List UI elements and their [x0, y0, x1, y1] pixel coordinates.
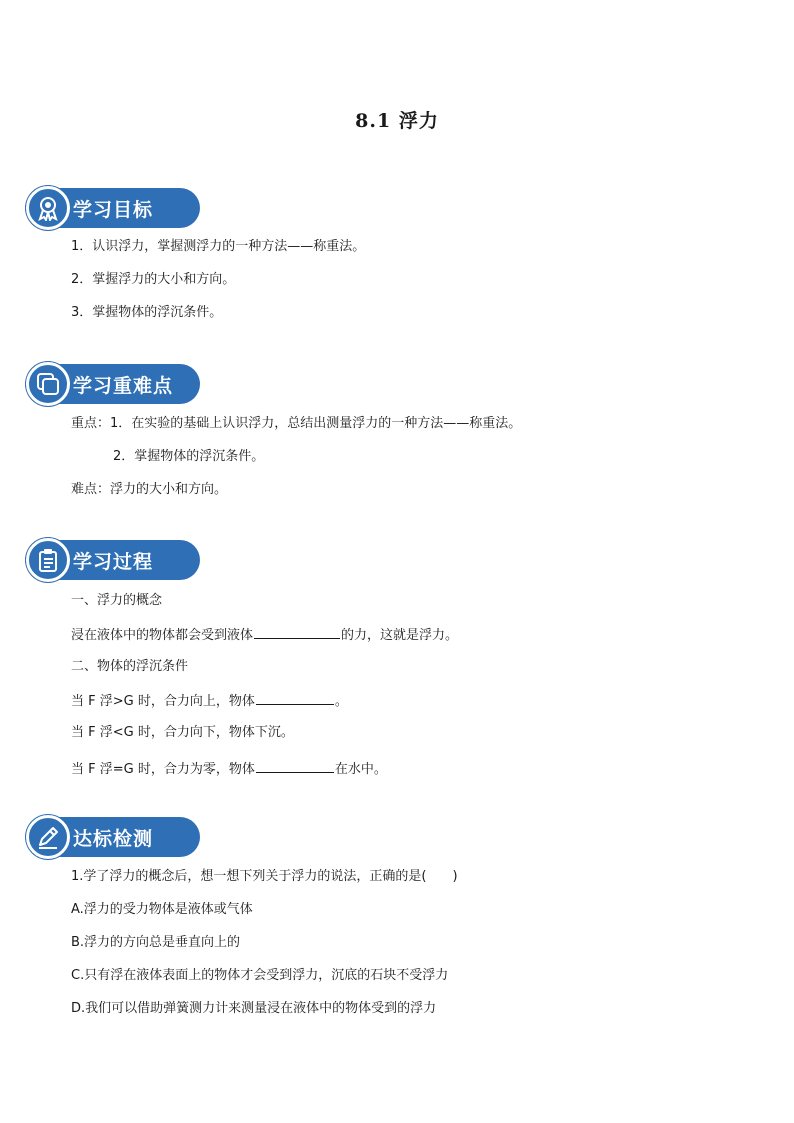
section-title-process: 学习过程: [73, 551, 154, 573]
fill-blank-1: [254, 625, 340, 639]
key-item-1: 1．在实验的基础上认识浮力，总结出测量浮力的一种方法——称重法。: [110, 416, 522, 431]
clipboard-icon: [35, 547, 61, 573]
test-option-c: C.只有浮在液体表面上的物体才会受到浮力，沉底的石块不受浮力: [71, 968, 449, 983]
section-title-objectives: 学习目标: [73, 199, 154, 221]
objective-item-1: 1．认识浮力，掌握测浮力的一种方法——称重法。: [71, 239, 366, 254]
process-heading-2: 二、物体的浮沉条件: [71, 659, 189, 674]
key-label: 重点：: [71, 416, 111, 431]
difficulty-line: 难点：浮力的大小和方向。: [71, 482, 228, 497]
pencil-icon: [35, 824, 61, 850]
process-heading-1: 一、浮力的概念: [71, 593, 163, 608]
key-point-row-1: [71, 415, 521, 433]
test-option-a: A.浮力的受力物体是液体或气体: [71, 902, 253, 917]
process-line-3: 当 F 浮<G 时，合力向下，物体下沉。: [71, 725, 294, 740]
test-option-b: B.浮力的方向总是垂直向上的: [71, 935, 241, 950]
fill-blank-2: [256, 691, 334, 705]
objective-item-3: 3．掌握物体的浮沉条件。: [71, 305, 223, 320]
section-title-test: 达标检测: [73, 828, 154, 850]
fill-blank-3: [256, 759, 334, 773]
section-header-process: [26, 538, 186, 582]
stacked-pages-icon: [35, 371, 61, 397]
process-line-2: 当 F 浮>G 时，合力向上，物体 。: [71, 691, 348, 711]
section-header-test: [26, 815, 186, 859]
objective-item-2: 2．掌握浮力的大小和方向。: [71, 272, 236, 287]
section-title-key-points: 学习重难点: [73, 375, 174, 397]
process-line-1: 浸在液体中的物体都会受到液体 的力，这就是浮力。: [71, 625, 458, 645]
section-header-key-points: [26, 362, 186, 406]
page-title: 8.1 浮力: [355, 110, 439, 132]
medal-icon: [35, 195, 61, 221]
test-question-1: 1.学了浮力的概念后，想一想下列关于浮力的说法，正确的是( ): [71, 869, 458, 884]
test-option-d: D.我们可以借助弹簧测力计来测量浸在液体中的物体受到的浮力: [71, 1001, 437, 1016]
key-item-2: 2．掌握物体的浮沉条件。: [113, 449, 265, 464]
section-header-objectives: [26, 186, 186, 230]
process-line-4: 当 F 浮=G 时，合力为零，物体 在水中。: [71, 759, 387, 779]
